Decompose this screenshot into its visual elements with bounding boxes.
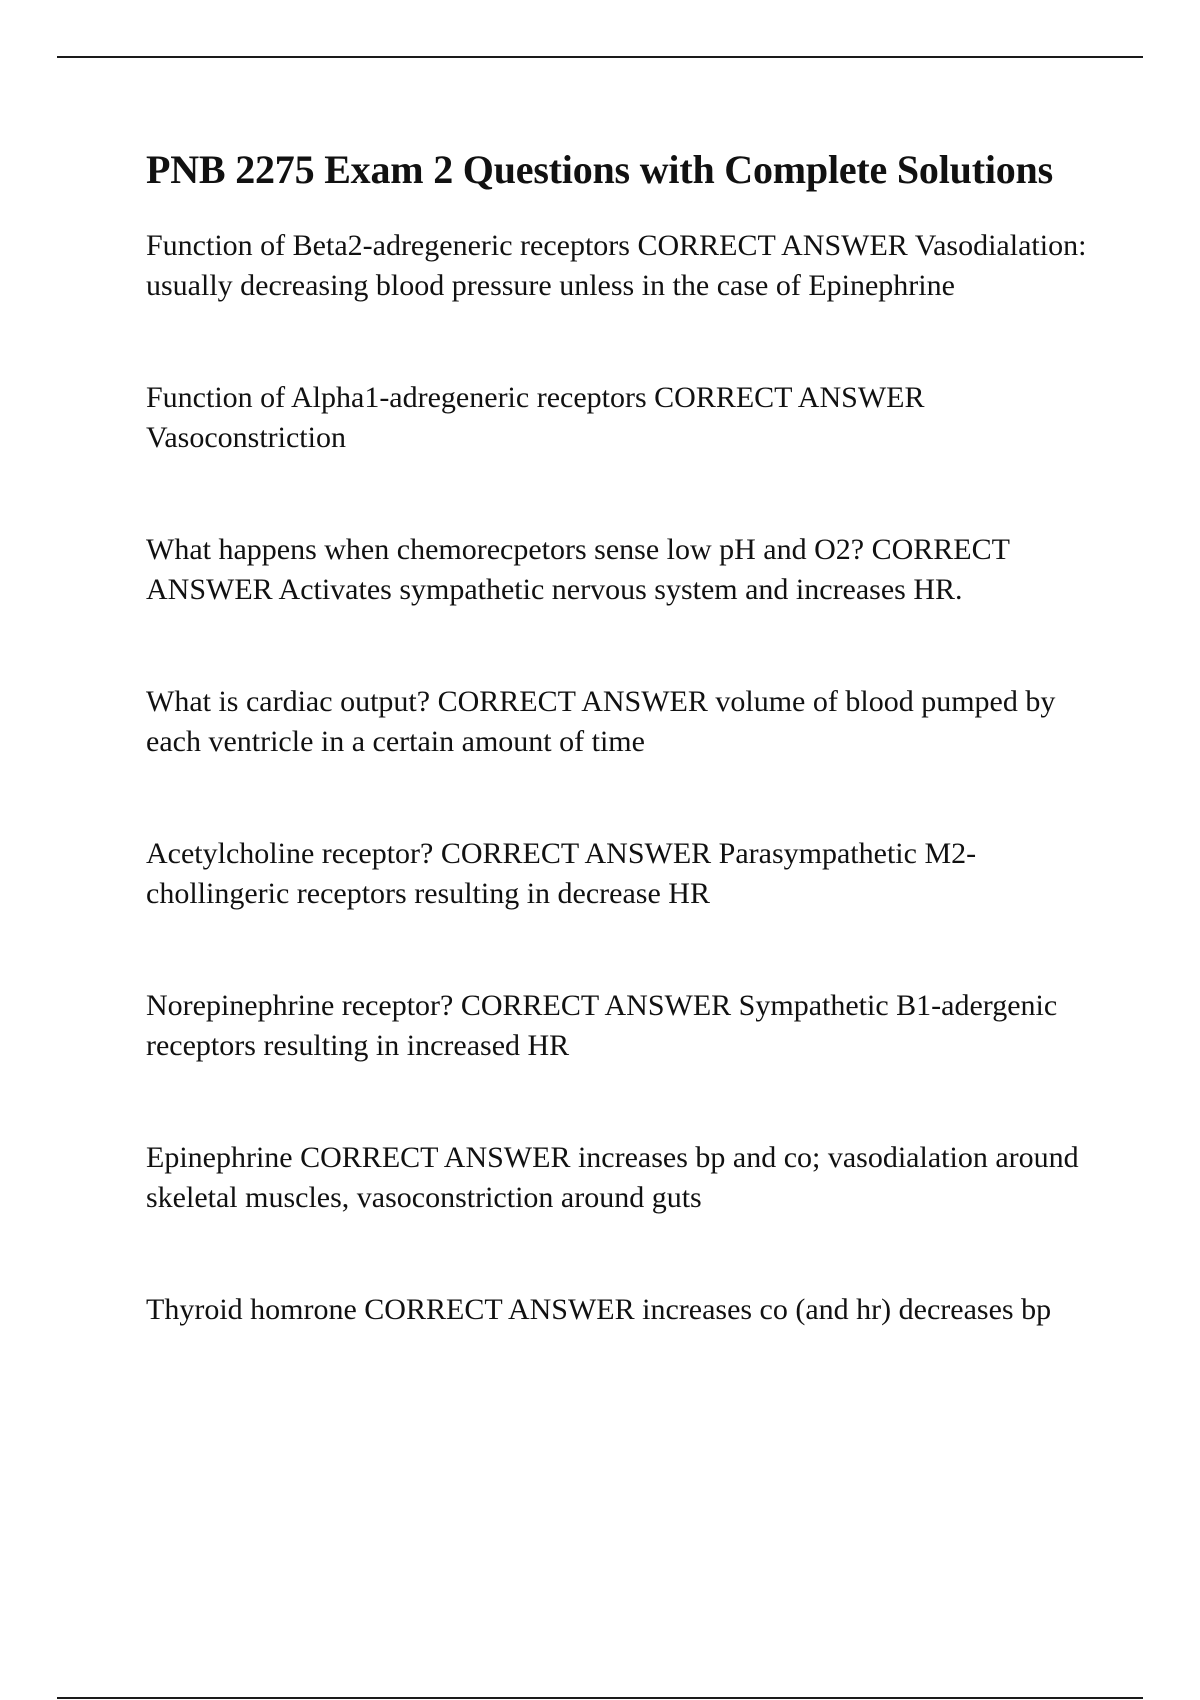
qa-item-norepinephrine <box>146 986 1106 1066</box>
page-title: PNB 2275 Exam 2 Questions with Complete Solutions <box>146 147 1053 192</box>
qa-item-beta2 <box>146 226 1106 306</box>
top-rule <box>57 56 1143 58</box>
question-text: Epinephrine <box>146 1141 293 1174</box>
bottom-rule <box>57 1697 1143 1699</box>
qa-item-thyroid-hormone <box>146 1290 1106 1330</box>
answer-marker: CORRECT ANSWER <box>146 533 1010 606</box>
answer-text: volume of blood pumped by each ventricle in a certain amount of time <box>146 685 1056 758</box>
qa-item-acetylcholine <box>146 834 1106 914</box>
qa-item-alpha1 <box>146 378 1106 458</box>
answer-text: Activates sympathetic nervous system and increases HR. <box>278 573 963 606</box>
answer-text: Vasodialation: usually decreasing blood pressure unless in the case of Epinephrine <box>146 229 1087 302</box>
answer-text: Sympathetic B1-adergenic receptors resulting in increased HR <box>146 989 1058 1062</box>
answer-marker: CORRECT ANSWER <box>364 1293 635 1326</box>
answer-marker: CORRECT ANSWER <box>437 685 708 718</box>
answer-text: Vasoconstriction <box>146 421 346 454</box>
question-text: Acetylcholine receptor? <box>146 837 434 870</box>
question-text: What is cardiac output? <box>146 685 431 718</box>
qa-list <box>146 226 1106 1330</box>
qa-item-chemoreceptors <box>146 530 1106 610</box>
answer-text: increases bp and co; vasodialation around skeletal muscles, vasoconstriction around guts <box>146 1141 1079 1214</box>
answer-marker: CORRECT ANSWER <box>637 229 908 262</box>
question-text: Norepinephrine receptor? <box>146 989 454 1022</box>
document-page <box>146 142 1106 1402</box>
answer-marker: CORRECT ANSWER <box>460 989 732 1022</box>
question-text: Function of Beta2-adregeneric receptors <box>146 229 630 262</box>
question-text: Thyroid homrone <box>146 1293 357 1326</box>
qa-item-cardiac-output <box>146 682 1106 762</box>
qa-item-epinephrine <box>146 1138 1106 1218</box>
question-text: What happens when chemorecpetors sense low pH and O2? <box>146 533 865 566</box>
answer-marker: CORRECT ANSWER <box>300 1141 571 1174</box>
answer-text: increases co (and hr) decreases bp <box>642 1293 1052 1326</box>
answer-marker: CORRECT ANSWER <box>654 381 925 414</box>
question-text: Function of Alpha1-adregeneric receptors <box>146 381 647 414</box>
answer-marker: CORRECT ANSWER <box>440 837 712 870</box>
answer-text: Parasympathetic M2-chollingeric receptors resulting in decrease HR <box>146 837 977 910</box>
